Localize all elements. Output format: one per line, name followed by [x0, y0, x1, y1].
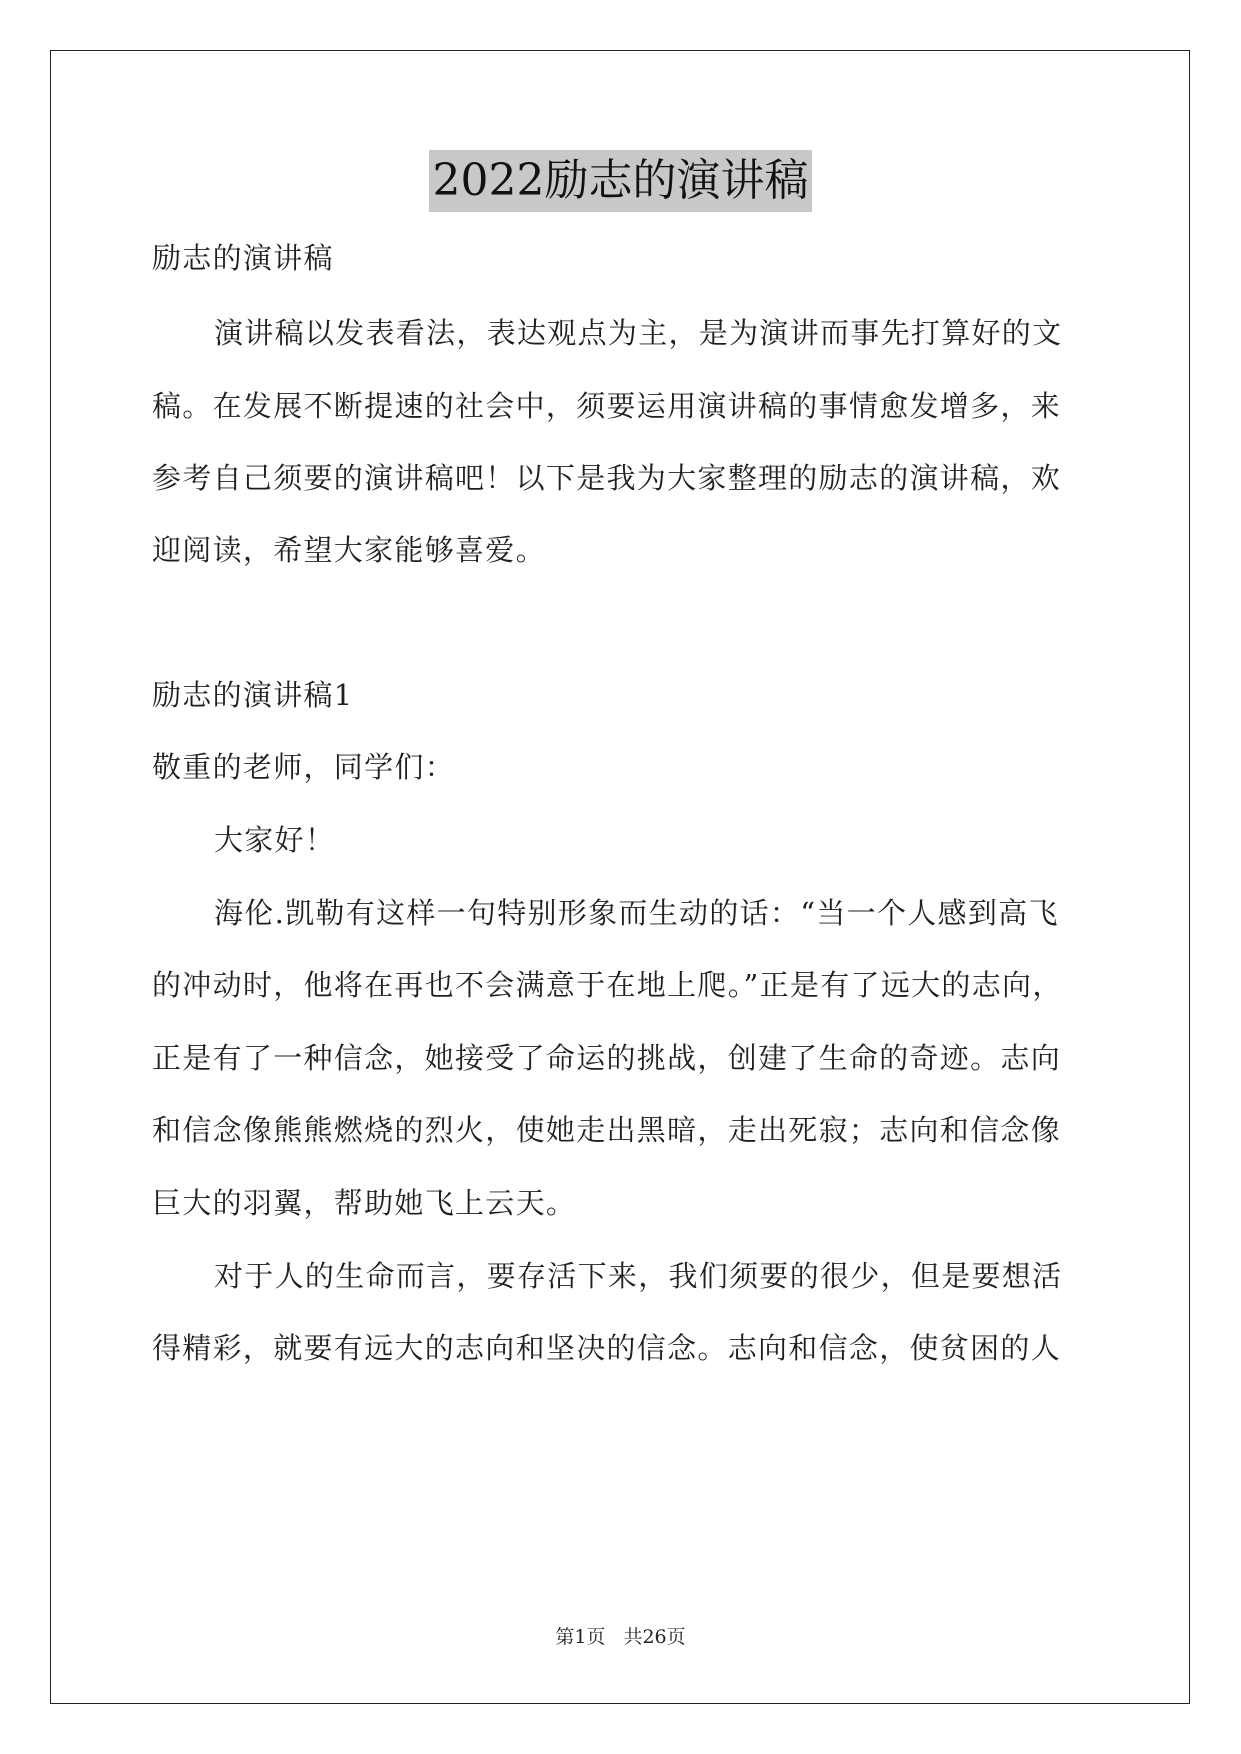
section-heading: 励志的演讲稿1 — [152, 678, 354, 712]
page-number: 第1页 — [555, 1626, 606, 1648]
title-wrap — [0, 150, 1241, 212]
paragraph-line: 的冲动时，他将在再也不会满意于在地上爬。”正是有了远大的志向， — [152, 968, 1063, 1002]
intro-line: 演讲稿以发表看法，表达观点为主，是为演讲而事先打算好的文 — [214, 316, 1063, 350]
greeting: 大家好！ — [214, 823, 336, 857]
page-border — [50, 50, 1190, 1704]
paragraph-line: 对于人的生命而言，要存活下来，我们须要的很少，但是要想活 — [214, 1259, 1063, 1293]
intro-line: 参考自己须要的演讲稿吧！以下是我为大家整理的励志的演讲稿，欢 — [152, 461, 1062, 495]
intro-line: 稿。在发展不断提速的社会中，须要运用演讲稿的事情愈发增多，来 — [152, 389, 1062, 423]
page-total: 共26页 — [623, 1626, 686, 1648]
intro-line: 迎阅读，希望大家能够喜爱。 — [152, 533, 546, 567]
salutation: 敬重的老师，同学们： — [152, 750, 456, 784]
subtitle: 励志的演讲稿 — [152, 241, 334, 275]
paragraph-line: 巨大的羽翼，帮助她飞上云天。 — [152, 1186, 577, 1220]
paragraph-line: 海伦.凯勒有这样一句特别形象而生动的话：“当一个人感到高飞 — [214, 896, 1059, 930]
paragraph-line: 得精彩，就要有远大的志向和坚决的信念。志向和信念，使贫困的人 — [152, 1331, 1062, 1365]
paragraph-line: 正是有了一种信念，她接受了命运的挑战，创建了生命的奇迹。志向 — [152, 1041, 1062, 1075]
page-footer — [0, 1622, 1241, 1649]
paragraph-line: 和信念像熊熊燃烧的烈火，使她走出黑暗，走出死寂；志向和信念像 — [152, 1113, 1062, 1147]
document-title: 2022励志的演讲稿 — [429, 150, 813, 212]
